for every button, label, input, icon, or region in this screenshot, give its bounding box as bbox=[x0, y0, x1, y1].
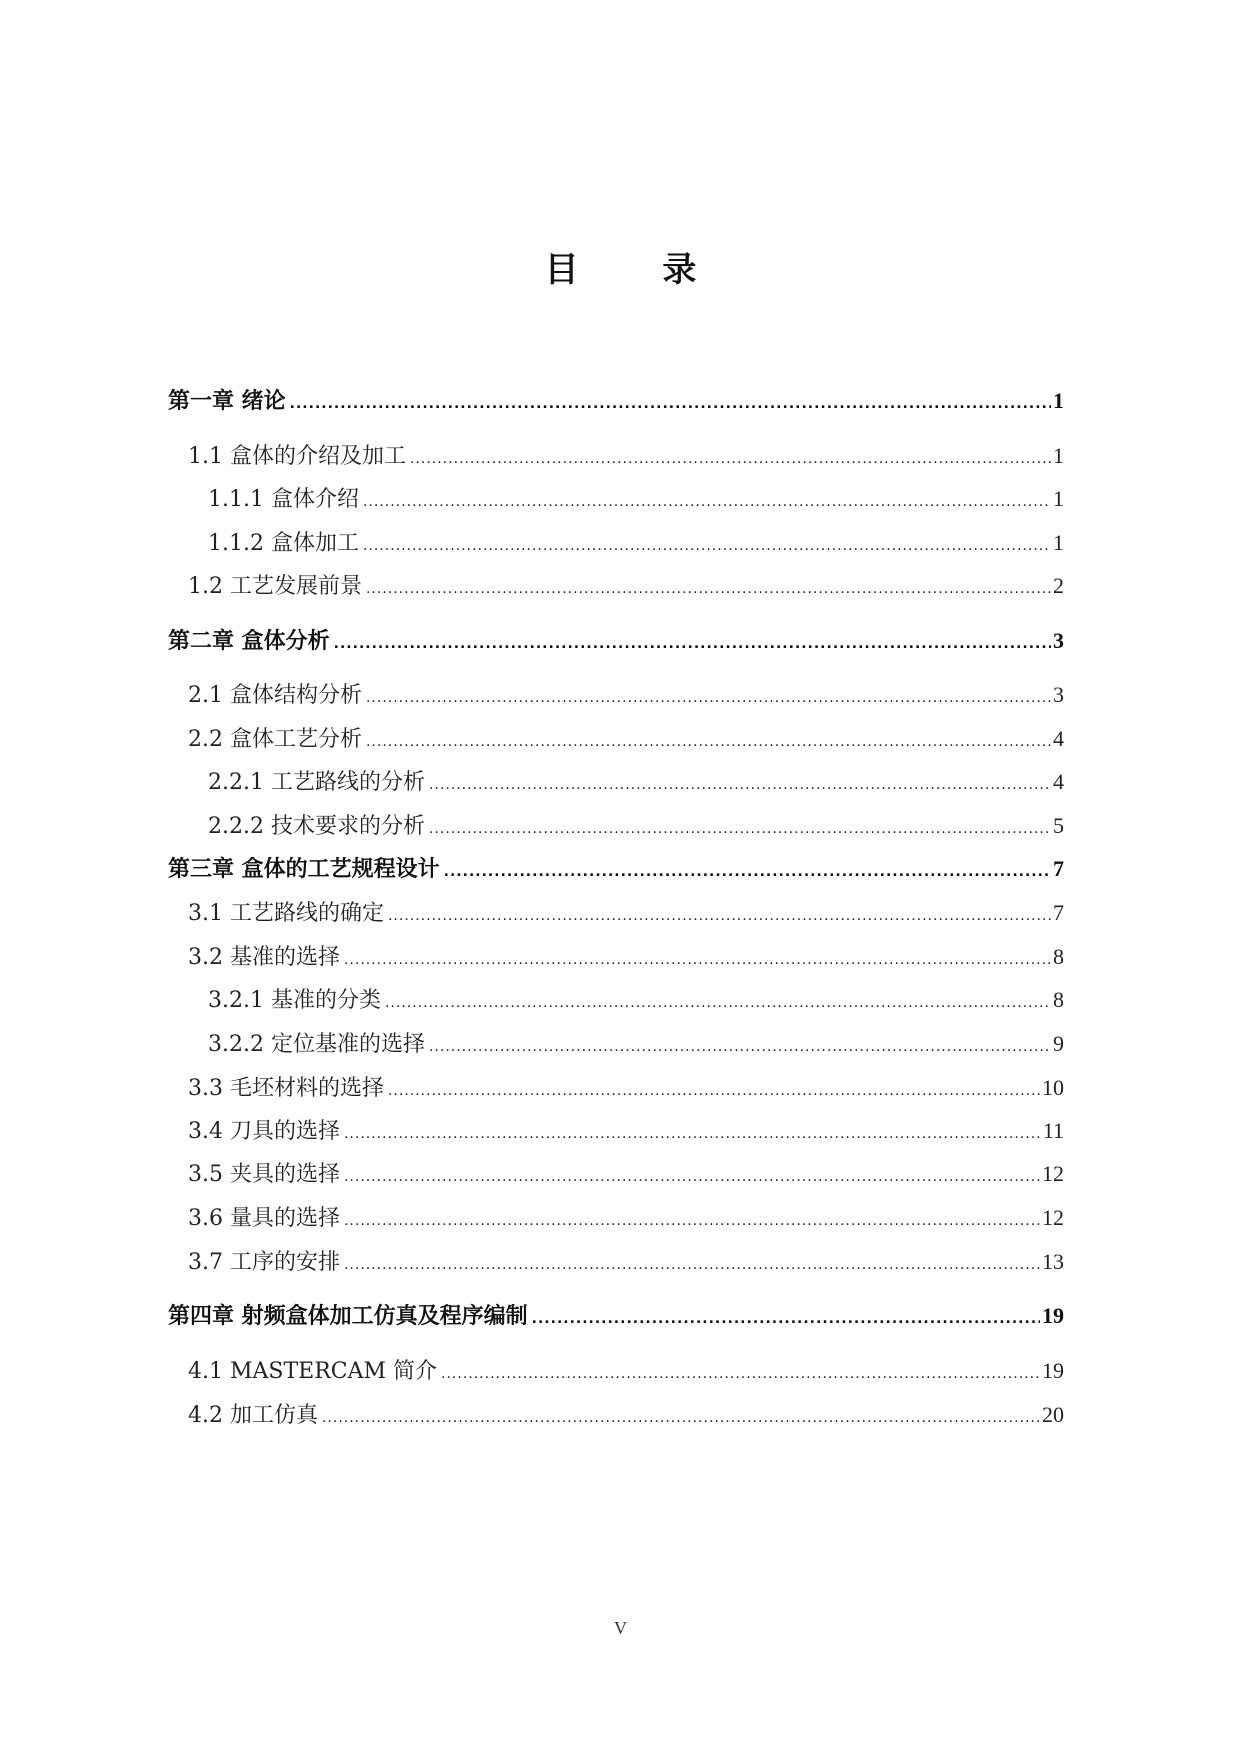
toc-dot-leader bbox=[344, 1249, 1040, 1281]
toc-entry[interactable] bbox=[208, 810, 1064, 842]
toc-dot-leader bbox=[366, 682, 1051, 714]
toc-entry[interactable] bbox=[188, 570, 1064, 602]
toc-dot-leader bbox=[366, 573, 1051, 605]
toc-entry[interactable] bbox=[188, 1072, 1064, 1104]
toc-entry-label: 3.2.1 基准的分类 bbox=[208, 988, 381, 1013]
toc-entry-page: 10 bbox=[1042, 1075, 1064, 1100]
toc-entry-label: 3.4 刀具的选择 bbox=[188, 1119, 340, 1144]
toc-entry-page: 12 bbox=[1042, 1161, 1064, 1186]
toc-entry[interactable] bbox=[168, 1300, 1064, 1332]
toc-dot-leader bbox=[366, 726, 1051, 758]
toc-dot-leader bbox=[322, 1402, 1040, 1434]
toc-entry-page: 2 bbox=[1053, 573, 1064, 598]
toc-entry-page: 8 bbox=[1053, 944, 1064, 969]
toc-entry[interactable] bbox=[188, 1202, 1064, 1234]
toc-entry[interactable] bbox=[188, 941, 1064, 973]
toc-entry-label: 3.6 量具的选择 bbox=[188, 1206, 340, 1231]
toc-entry-label: 3.2.2 定位基准的选择 bbox=[208, 1032, 425, 1057]
toc-entry-label: 3.7 工序的安排 bbox=[188, 1250, 340, 1275]
toc-entry[interactable] bbox=[208, 483, 1064, 515]
toc-entry-label: 3.1 工艺路线的确定 bbox=[188, 901, 384, 926]
toc-entry[interactable] bbox=[208, 984, 1064, 1016]
toc-entry-page: 4 bbox=[1053, 769, 1064, 794]
toc-dot-leader bbox=[363, 486, 1051, 518]
toc-entry-page: 1 bbox=[1053, 530, 1064, 555]
toc-entry-page: 1 bbox=[1053, 388, 1064, 413]
toc-entry-label: 2.1 盒体结构分析 bbox=[188, 683, 362, 708]
page-number: V bbox=[614, 1618, 627, 1638]
toc-dot-leader bbox=[429, 813, 1051, 845]
toc-entry-page: 9 bbox=[1053, 1031, 1064, 1056]
toc-dot-leader bbox=[334, 628, 1051, 660]
toc-entry-label: 4.2 加工仿真 bbox=[188, 1403, 318, 1428]
toc-entry[interactable] bbox=[168, 853, 1064, 885]
toc-entry[interactable] bbox=[188, 1115, 1064, 1147]
toc-dot-leader bbox=[388, 900, 1051, 932]
toc-entry[interactable] bbox=[188, 440, 1064, 472]
toc-dot-leader bbox=[410, 443, 1051, 475]
toc-entry-label: 第二章 盒体分析 bbox=[168, 629, 330, 654]
toc-entry-page: 4 bbox=[1053, 726, 1064, 751]
toc-dot-leader bbox=[344, 944, 1051, 976]
toc-entry-label: 2.2.2 技术要求的分析 bbox=[208, 814, 425, 839]
toc-entry[interactable] bbox=[188, 1158, 1064, 1190]
toc-dot-leader bbox=[290, 388, 1051, 420]
toc-dot-leader bbox=[429, 1031, 1051, 1063]
toc-entry-page: 1 bbox=[1053, 486, 1064, 511]
toc-entry-page: 3 bbox=[1053, 682, 1064, 707]
toc-entry[interactable] bbox=[168, 385, 1064, 417]
toc-entry-page: 3 bbox=[1053, 628, 1064, 653]
toc-entry[interactable] bbox=[188, 897, 1064, 929]
toc-entry-label: 3.2 基准的选择 bbox=[188, 945, 340, 970]
toc-dot-leader bbox=[532, 1303, 1040, 1335]
toc-dot-leader bbox=[388, 1075, 1040, 1107]
toc-entry-page: 5 bbox=[1053, 813, 1064, 838]
toc-entry-label: 3.3 毛坯材料的选择 bbox=[188, 1076, 384, 1101]
toc-entry-page: 11 bbox=[1042, 1118, 1064, 1143]
toc-entry-page: 20 bbox=[1042, 1402, 1064, 1427]
toc-dot-leader bbox=[363, 530, 1051, 562]
toc-dot-leader bbox=[429, 769, 1051, 801]
toc-entry[interactable] bbox=[208, 1028, 1064, 1060]
toc-entry-page: 19 bbox=[1042, 1303, 1064, 1328]
toc-entry-page: 8 bbox=[1053, 987, 1064, 1012]
toc-entry-page: 7 bbox=[1053, 856, 1064, 881]
toc-entry-label: 第四章 射频盒体加工仿真及程序编制 bbox=[168, 1304, 528, 1329]
toc-entry[interactable] bbox=[208, 527, 1064, 559]
toc-dot-leader bbox=[444, 856, 1051, 888]
toc-dot-leader bbox=[441, 1358, 1040, 1390]
toc-entry-page: 1 bbox=[1053, 443, 1064, 468]
toc-entry-page: 7 bbox=[1053, 900, 1064, 925]
toc-entry-label: 2.2.1 工艺路线的分析 bbox=[208, 770, 425, 795]
toc-entry-page: 13 bbox=[1042, 1249, 1064, 1274]
toc-dot-leader bbox=[385, 987, 1051, 1019]
page-title: 目 录 bbox=[544, 250, 733, 290]
toc-entry-label: 第一章 绪论 bbox=[168, 389, 286, 414]
toc-entry-label: 1.2 工艺发展前景 bbox=[188, 574, 362, 599]
toc-entry[interactable] bbox=[188, 1246, 1064, 1278]
toc-entry[interactable] bbox=[188, 723, 1064, 755]
toc-entry-label: 第三章 盒体的工艺规程设计 bbox=[168, 857, 440, 882]
toc-entry[interactable] bbox=[188, 1399, 1064, 1431]
toc-entry-label: 1.1.1 盒体介绍 bbox=[208, 487, 359, 512]
toc-entry[interactable] bbox=[188, 1355, 1064, 1387]
toc-entry-label: 2.2 盒体工艺分析 bbox=[188, 727, 362, 752]
toc-entry-page: 12 bbox=[1042, 1205, 1064, 1230]
toc-entry[interactable] bbox=[188, 679, 1064, 711]
toc-entry-label: 3.5 夹具的选择 bbox=[188, 1162, 340, 1187]
toc-entry-label: 4.1 MASTERCAM 简介 bbox=[188, 1359, 438, 1384]
toc-entry-label: 1.1.2 盒体加工 bbox=[208, 531, 359, 556]
toc-dot-leader bbox=[344, 1205, 1040, 1237]
toc-entry[interactable] bbox=[168, 625, 1064, 657]
toc-entry[interactable] bbox=[208, 766, 1064, 798]
toc-dot-leader bbox=[344, 1161, 1040, 1193]
toc-entry-page: 19 bbox=[1042, 1358, 1064, 1383]
toc-entry-label: 1.1 盒体的介绍及加工 bbox=[188, 444, 406, 469]
toc-dot-leader bbox=[344, 1118, 1041, 1150]
